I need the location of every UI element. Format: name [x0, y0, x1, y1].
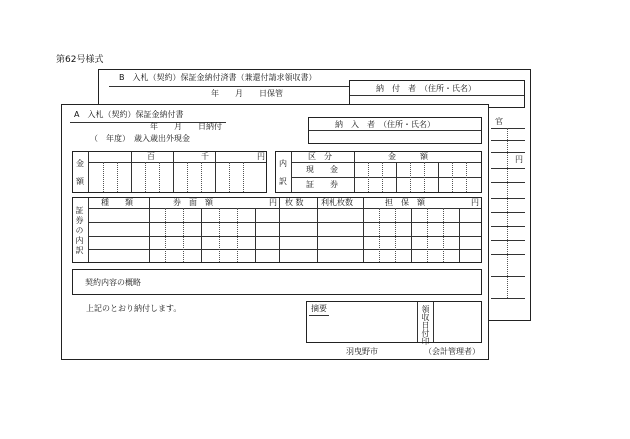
form-b-title-underline: [109, 86, 361, 87]
form-b-title: B 入札（契約）保証金納付済書（兼還付請求領収書）: [119, 73, 317, 82]
amount-label-kin: 金: [76, 159, 84, 168]
breakdown-row-shoken: 証 券: [306, 180, 338, 189]
accounting-manager: （会計管理者）: [424, 347, 480, 356]
form-a-title: A 入札（契約）保証金納付書: [74, 110, 184, 119]
amount-unit-sen: 千: [201, 152, 209, 161]
form-a: [61, 104, 489, 360]
form-number: 第62号様式: [56, 55, 104, 65]
paid-note: 上記のとおり納付します。: [86, 304, 182, 313]
amount-block: [72, 151, 267, 193]
contract-summary-label: 契約内容の概略: [85, 278, 141, 287]
form-b-peek-kan: 官: [495, 117, 503, 126]
securities-col-collateral-en: 円: [471, 198, 479, 207]
breakdown-col-kubun: 区 分: [308, 152, 332, 161]
remarks-box: [306, 301, 482, 343]
form-b-payer-header: 納 付 者 （住所・氏名）: [376, 84, 476, 93]
form-b-peek-grid: [491, 116, 525, 306]
form-b-peek-en: 円: [515, 155, 523, 164]
securities-table: [72, 197, 482, 263]
securities-col-kind: 種 類: [101, 198, 133, 207]
securities-col-collateral: 担 保 額: [385, 198, 425, 207]
form-b-date: 年 月 日保管: [211, 89, 283, 98]
form-a-fiscal: （ 年度） 歳入歳出外現金: [90, 134, 190, 143]
securities-col-coupon: 利札枚数: [321, 198, 353, 207]
contract-summary-box: [72, 269, 482, 295]
breakdown-label-uchi: 内: [279, 159, 287, 168]
form-a-date: 年 月 日納付: [150, 122, 222, 131]
securities-col-face: 券 面 額: [173, 198, 213, 207]
breakdown-col-kingaku: 金 額: [388, 152, 428, 161]
breakdown-label-wake: 訳: [279, 177, 287, 186]
amount-label-gaku: 額: [76, 177, 84, 186]
securities-side-label: 証券の内訳: [75, 206, 84, 256]
form-a-payer-box: [308, 117, 482, 144]
securities-col-count: 枚 数: [285, 198, 304, 207]
city-name: 羽曳野市: [346, 347, 378, 356]
ryoshu-stamp-label: 領収日付印: [421, 305, 430, 345]
breakdown-row-genkin: 現 金: [306, 165, 338, 174]
tekiyo-label: 摘要: [311, 304, 327, 313]
breakdown-block: [275, 151, 482, 193]
form-a-payer-header: 納 入 者 （住所・氏名）: [335, 120, 435, 129]
amount-unit-hyaku: 百: [147, 152, 155, 161]
amount-unit-en: 円: [257, 152, 265, 161]
securities-col-face-en: 円: [269, 198, 277, 207]
